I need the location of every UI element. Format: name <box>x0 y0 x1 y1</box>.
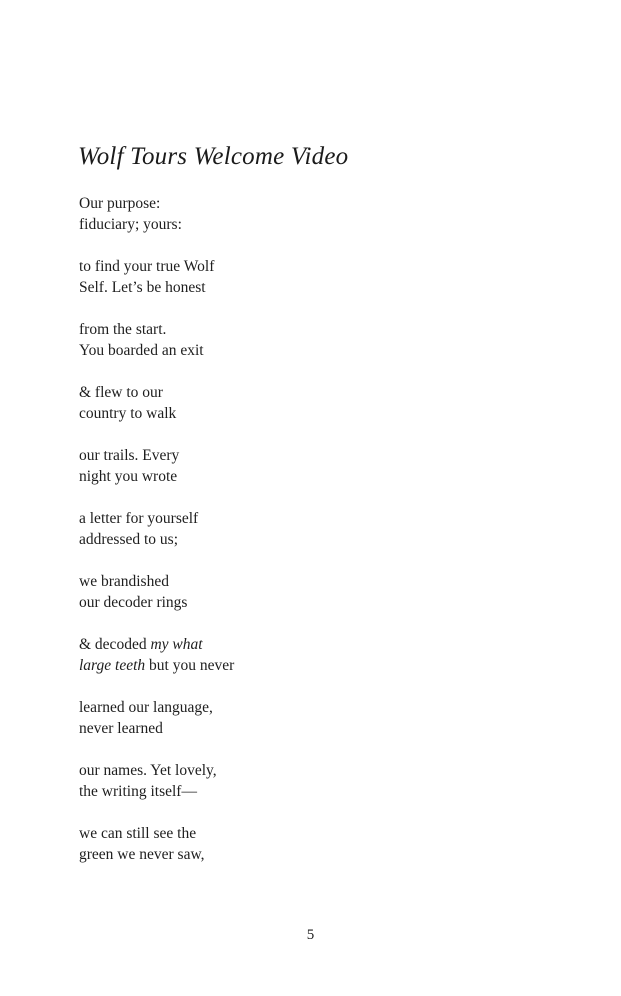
poem-text: to find your true Wolf <box>79 258 215 275</box>
poem-line <box>79 193 234 214</box>
poem-text: Self. Let’s be honest <box>79 279 206 296</box>
poem-text: & flew to our <box>79 384 163 401</box>
poem-text: learned our language, <box>79 699 213 716</box>
poem-text: night you wrote <box>79 468 178 485</box>
poem-text-italic: my what <box>150 636 203 653</box>
poem-stanza <box>79 760 234 802</box>
poem-text: never learned <box>79 720 163 737</box>
poem-text: our names. Yet lovely, <box>79 762 217 779</box>
poem-text: our decoder rings <box>79 594 188 611</box>
poem-stanza <box>79 256 234 298</box>
poem-stanza <box>79 382 234 424</box>
poem-text: a letter for yourself <box>79 510 199 527</box>
poem-line <box>79 781 234 802</box>
poem-line <box>79 760 234 781</box>
poem-text: but you never <box>145 657 235 674</box>
poem-text-italic: large teeth <box>79 657 146 674</box>
poem-body <box>79 193 234 865</box>
poem-line <box>79 823 234 844</box>
poem-line <box>79 655 234 676</box>
poem-title: Wolf Tours Welcome Video <box>78 143 349 170</box>
poem-stanza <box>79 634 234 676</box>
page-number: 5 <box>306 927 315 943</box>
poem-line <box>79 340 234 361</box>
poem-text: & decoded <box>79 636 151 653</box>
poem-text: country to walk <box>79 405 177 422</box>
poem-text: Our purpose: <box>79 195 161 212</box>
poem-line <box>79 319 234 340</box>
poem-stanza <box>79 319 234 361</box>
poem-text: addressed to us; <box>79 531 179 548</box>
poem-stanza <box>79 445 234 487</box>
poem-line <box>79 277 234 298</box>
poem-line <box>79 466 234 487</box>
poem-text: we can still see the <box>79 825 197 842</box>
poem-text: You boarded an exit <box>79 342 204 359</box>
poem-text: the writing itself— <box>79 783 197 800</box>
poem-line <box>79 592 234 613</box>
poem-stanza <box>79 508 234 550</box>
poem-line <box>79 256 234 277</box>
poem-stanza <box>79 823 234 865</box>
poem-line <box>79 634 234 655</box>
poem-line <box>79 403 234 424</box>
poem-line <box>79 844 234 865</box>
poem-stanza <box>79 697 234 739</box>
poem-text: our trails. Every <box>79 447 180 464</box>
poem-line <box>79 445 234 466</box>
poem-text: green we never saw, <box>79 846 205 863</box>
poem-stanza <box>79 193 234 235</box>
poem-line <box>79 718 234 739</box>
poem-line <box>79 571 234 592</box>
poem-line <box>79 214 234 235</box>
poem-line <box>79 697 234 718</box>
poem-stanza <box>79 571 234 613</box>
poem-line <box>79 382 234 403</box>
poem-text: we brandished <box>79 573 169 590</box>
poem-text: fiduciary; yours: <box>79 216 182 233</box>
poem-line <box>79 529 234 550</box>
poem-text: from the start. <box>79 321 167 338</box>
poem-line <box>79 508 234 529</box>
